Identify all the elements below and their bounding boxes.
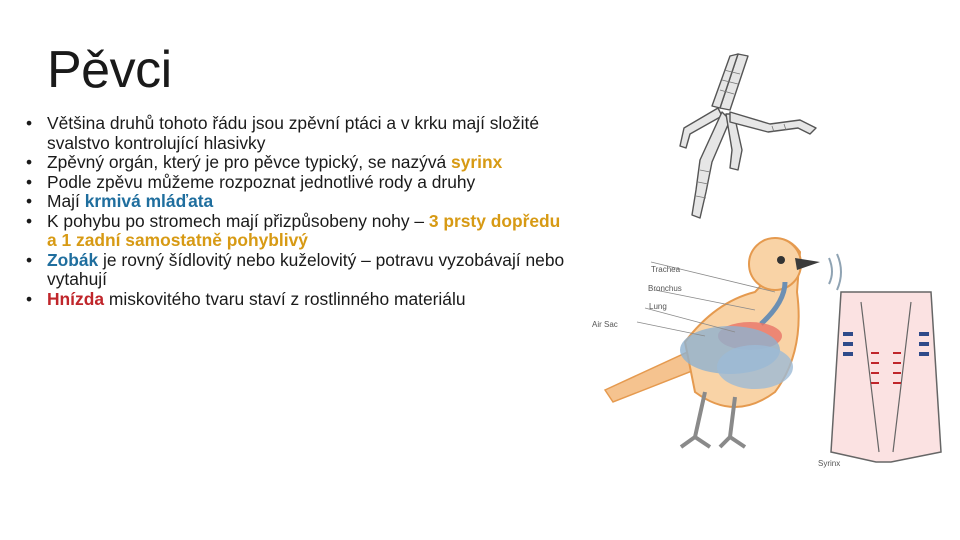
label-lung: Lung xyxy=(649,302,667,311)
highlight-hnizda: Hnízda xyxy=(47,288,105,309)
bullet-text: je rovný šídlovitý nebo kuželovitý – potravu vyzobávají nebo vytahují xyxy=(47,249,565,289)
bullet-item-2 xyxy=(26,153,571,173)
songbird-syrinx-diagram xyxy=(585,232,960,482)
bird-foot-illustration xyxy=(660,50,820,225)
label-air-sac: Air Sac xyxy=(592,320,618,329)
highlight-krmiva-mladata: krmivá mláďata xyxy=(84,191,214,211)
bullet-text: Mají xyxy=(47,191,85,211)
bullet-text: Zpěvný orgán, který je pro pěvce typický, se nazývá xyxy=(47,152,452,172)
bullet-text: Podle zpěvu můžeme rozpoznat jednotlivé rody a druhy xyxy=(47,171,476,192)
slide-title: Pěvci xyxy=(47,41,172,99)
bullet-item-4 xyxy=(26,192,571,212)
label-bronchus: Bronchus xyxy=(648,284,682,293)
highlight-toes: 3 prsty dopředu a 1 zadní samostatně pohyblivý xyxy=(47,210,561,250)
bullet-text: K pohybu po stromech mají přizpůsobeny nohy – xyxy=(47,210,429,231)
bullet-list xyxy=(26,114,571,309)
bullet-text: miskovitého tvaru staví z rostlinného materiálu xyxy=(104,288,466,309)
highlight-syrinx: syrinx xyxy=(451,152,503,172)
bullet-item-1 xyxy=(26,114,571,153)
bullet-item-5 xyxy=(26,212,571,251)
label-trachea: Trachea xyxy=(651,265,681,274)
bullet-item-7 xyxy=(26,290,571,310)
label-syrinx: Syrinx xyxy=(818,459,841,468)
bullet-item-6 xyxy=(26,251,571,290)
bullet-item-3 xyxy=(26,173,571,193)
bullet-text: Většina druhů tohoto řádu jsou zpěvní ptáci a v krku mají složité svalstvo kontrolující hlasivky xyxy=(47,113,540,153)
highlight-zobak: Zobák xyxy=(47,249,99,270)
